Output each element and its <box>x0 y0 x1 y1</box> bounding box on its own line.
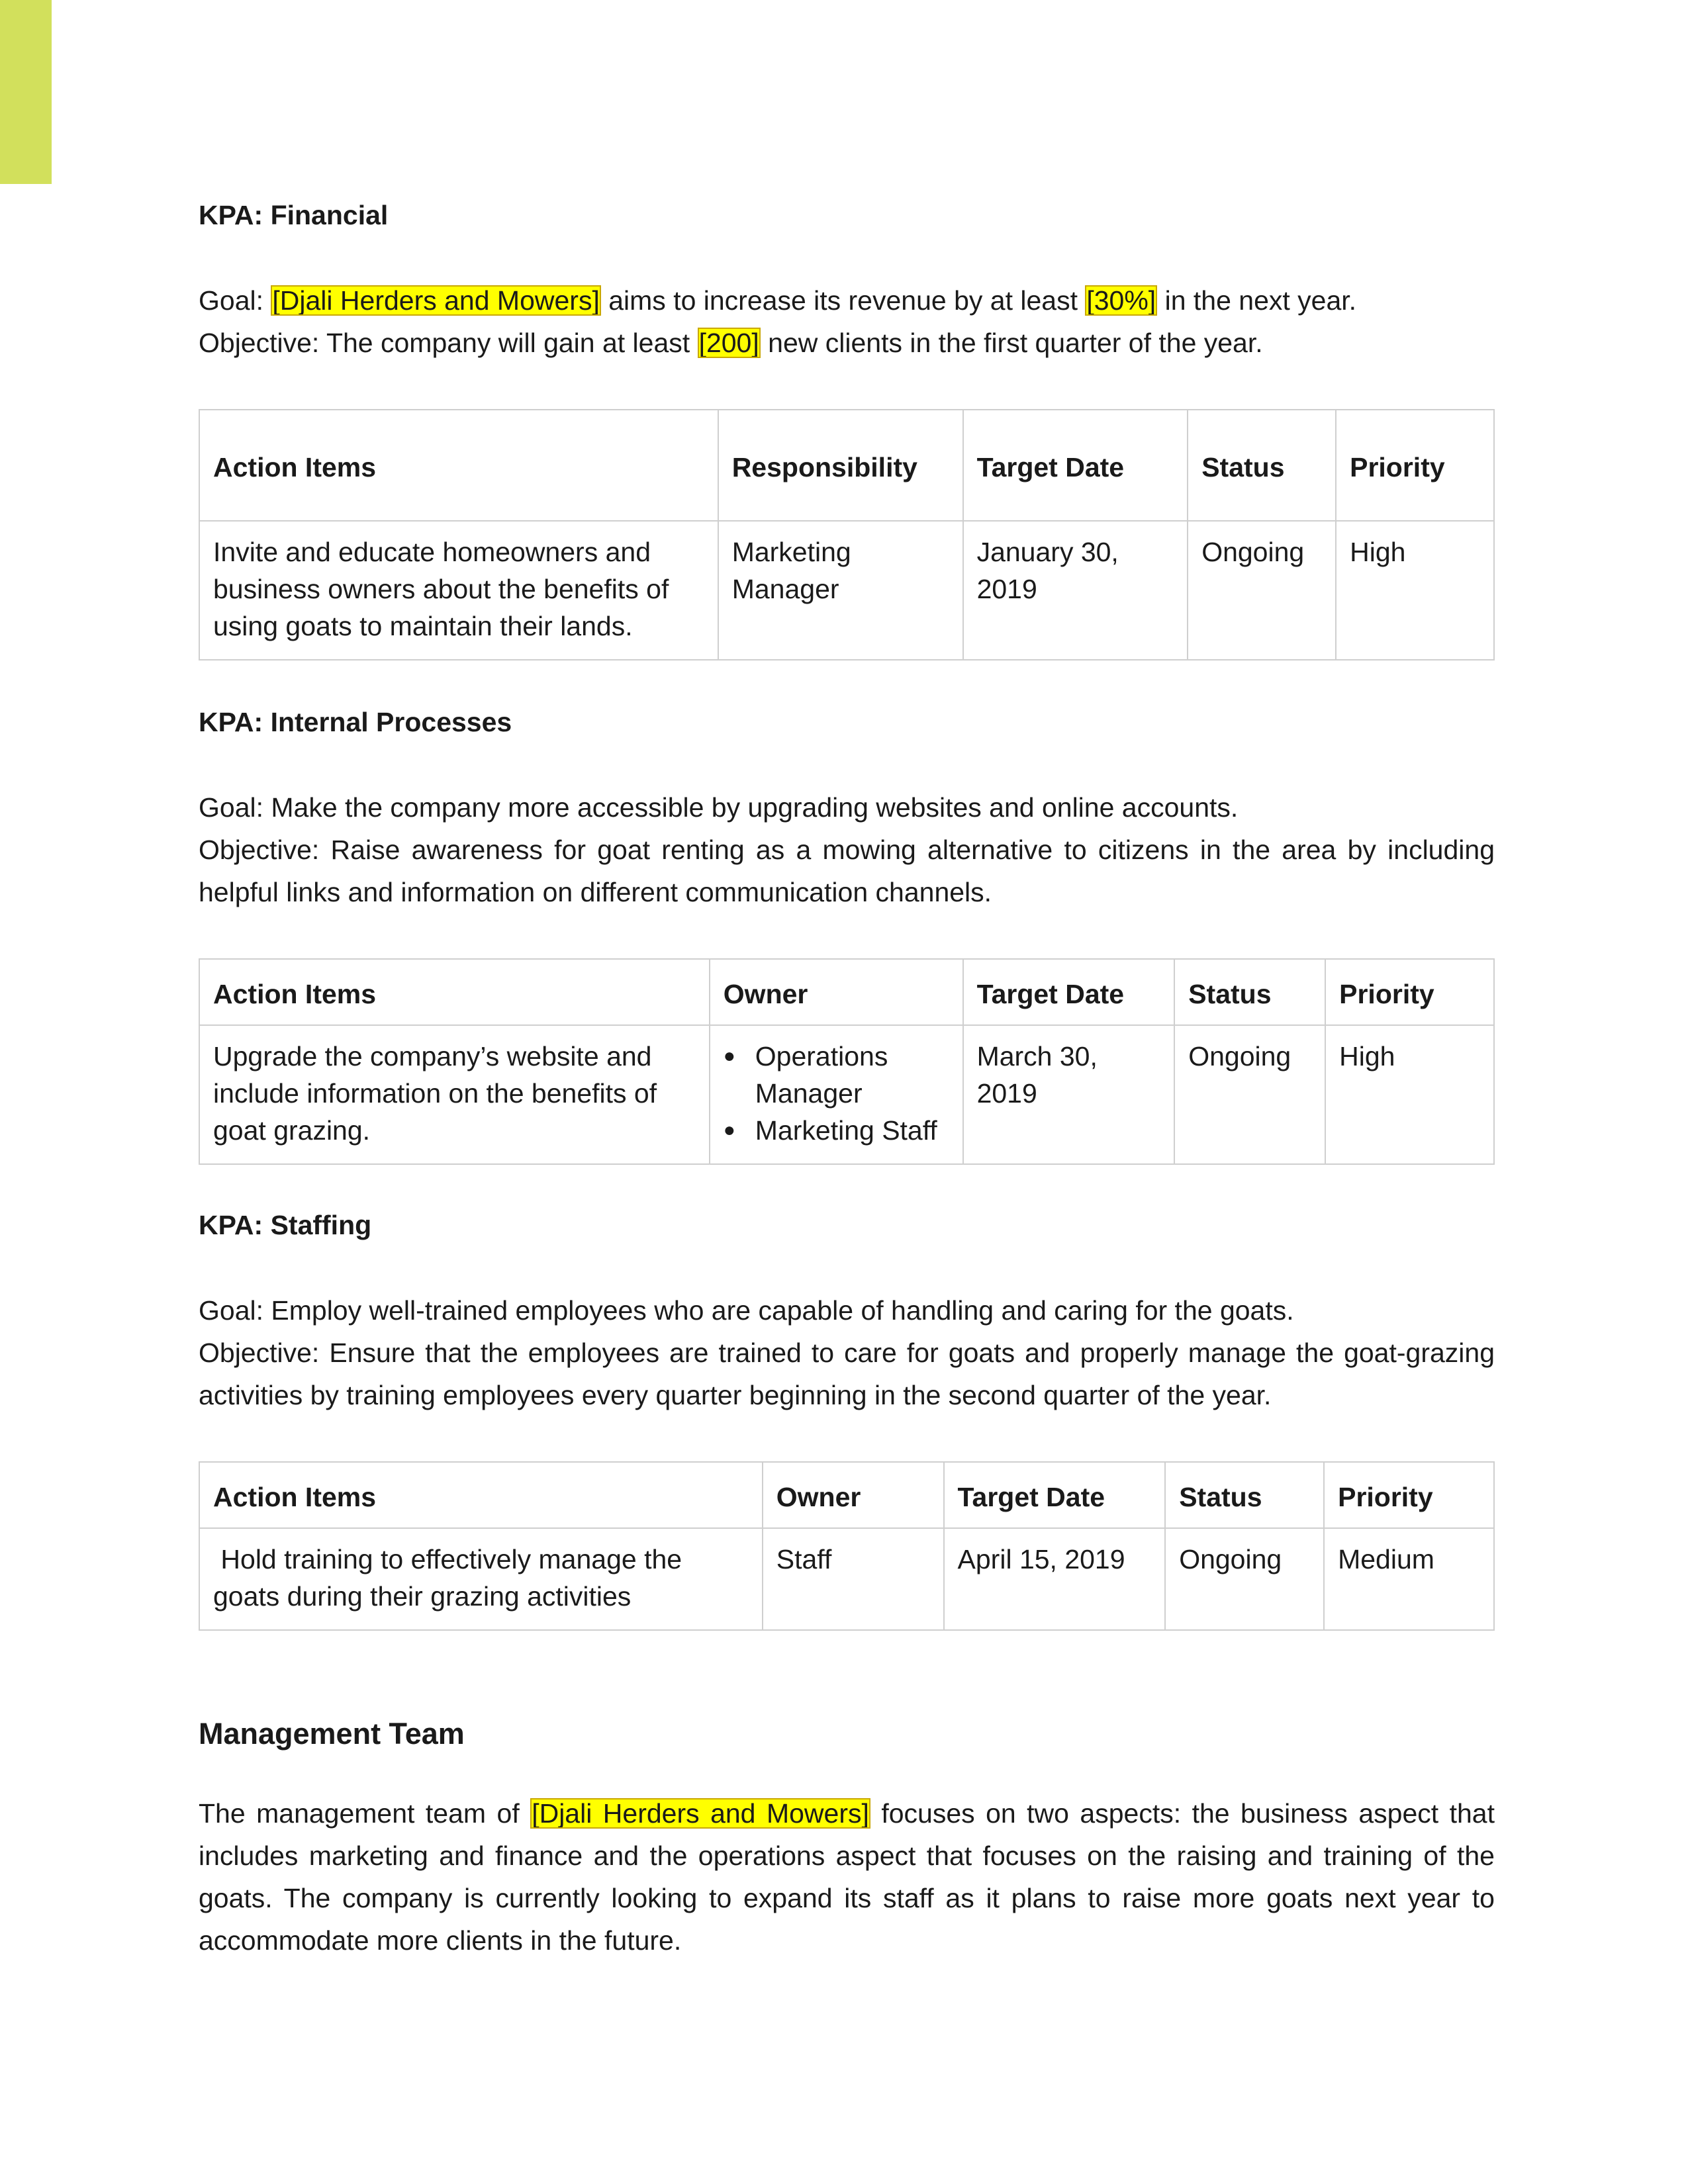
company-name-highlight: [Djali Herders and Mowers] <box>272 285 600 316</box>
header-priority: Priority <box>1336 410 1494 521</box>
cell-target-date: March 30, 2019 <box>963 1025 1175 1164</box>
cell-target-date: January 30, 2019 <box>963 521 1188 660</box>
header-priority: Priority <box>1325 959 1494 1025</box>
header-owner: Owner <box>710 959 963 1025</box>
table-row <box>199 1528 1494 1630</box>
header-action-items: Action Items <box>199 410 718 521</box>
header-status: Status <box>1188 410 1336 521</box>
header-target-date: Target Date <box>944 1462 1166 1528</box>
financial-objective: Objective: The company will gain at least [200] new clients in the first quarter of the year. <box>199 328 1263 358</box>
table-header-row <box>199 959 1494 1025</box>
header-action-items: Action Items <box>199 1462 763 1528</box>
header-priority: Priority <box>1324 1462 1494 1528</box>
financial-action-table <box>199 409 1495 660</box>
cell-action-item: Invite and educate homeowners and business owners about the benefits of using goats to maintain their lands. <box>199 521 718 660</box>
revenue-percent-highlight: [30%] <box>1086 285 1156 316</box>
management-team-paragraph: The management team of [Djali Herders and Mowers] focuses on two aspects: the business aspect that includes marketing and finance and the operations aspect that focuses on the raising and training of the goats. The company is currently looking to expand its staff as it plans to raise more goats next year to accommodate more clients in the future. <box>199 1798 1495 1956</box>
cell-priority: High <box>1325 1025 1494 1164</box>
financial-goal: Goal: [Djali Herders and Mowers] aims to increase its revenue by at least [30%] in the next year. <box>199 285 1357 316</box>
table-row <box>199 521 1494 660</box>
staffing-goal-objective <box>199 1289 1495 1416</box>
header-action-items: Action Items <box>199 959 710 1025</box>
cell-priority: High <box>1336 521 1494 660</box>
header-status: Status <box>1174 959 1325 1025</box>
owner-list-item: ● Operations Manager <box>724 1038 949 1112</box>
management-team-title: Management Team <box>199 1717 465 1751</box>
cell-target-date: April 15, 2019 <box>944 1528 1166 1630</box>
internal-processes-goal-objective <box>199 786 1495 913</box>
staffing-goal: Goal: Employ well-trained employees who are capable of handling and caring for the goats. <box>199 1295 1294 1326</box>
client-count-highlight: [200] <box>698 328 759 358</box>
cell-status: Ongoing <box>1188 521 1336 660</box>
cell-action-item: Hold training to effectively manage the goats during their grazing activities <box>199 1528 763 1630</box>
cell-status: Ongoing <box>1174 1025 1325 1164</box>
kpa-heading-internal-processes: KPA: Internal Processes <box>199 707 512 737</box>
kpa-heading-staffing: KPA: Staffing <box>199 1210 372 1240</box>
owner-list <box>724 1038 949 1149</box>
table-header-row <box>199 410 1494 521</box>
cell-owner: Staff <box>763 1528 944 1630</box>
kpa-heading-financial: KPA: Financial <box>199 200 389 230</box>
company-name-highlight: [Djali Herders and Mowers] <box>532 1798 869 1829</box>
header-target-date: Target Date <box>963 959 1175 1025</box>
financial-goal-objective <box>199 279 1495 364</box>
header-responsibility: Responsibility <box>718 410 963 521</box>
table-row <box>199 1025 1494 1164</box>
accent-bar <box>0 0 52 184</box>
owner-list-item: ● Marketing Staff <box>724 1112 949 1149</box>
header-status: Status <box>1165 1462 1324 1528</box>
internal-processes-objective: Objective: Raise awareness for goat renting as a mowing alternative to citizens in the area by including helpful links and information on different communication channels. <box>199 835 1495 907</box>
cell-responsibility: Marketing Manager <box>718 521 963 660</box>
cell-priority: Medium <box>1324 1528 1494 1630</box>
table-header-row <box>199 1462 1494 1528</box>
staffing-objective: Objective: Ensure that the employees are trained to care for goats and properly manage the goat-grazing activities by training employees every quarter beginning in the second quarter of the year. <box>199 1338 1495 1410</box>
cell-owner <box>710 1025 963 1164</box>
staffing-action-table <box>199 1461 1495 1631</box>
header-owner: Owner <box>763 1462 944 1528</box>
cell-action-item: Upgrade the company’s website and include information on the benefits of goat grazing. <box>199 1025 710 1164</box>
internal-processes-goal: Goal: Make the company more accessible by upgrading websites and online accounts. <box>199 792 1239 823</box>
header-target-date: Target Date <box>963 410 1188 521</box>
cell-status: Ongoing <box>1165 1528 1324 1630</box>
internal-processes-action-table <box>199 958 1495 1165</box>
